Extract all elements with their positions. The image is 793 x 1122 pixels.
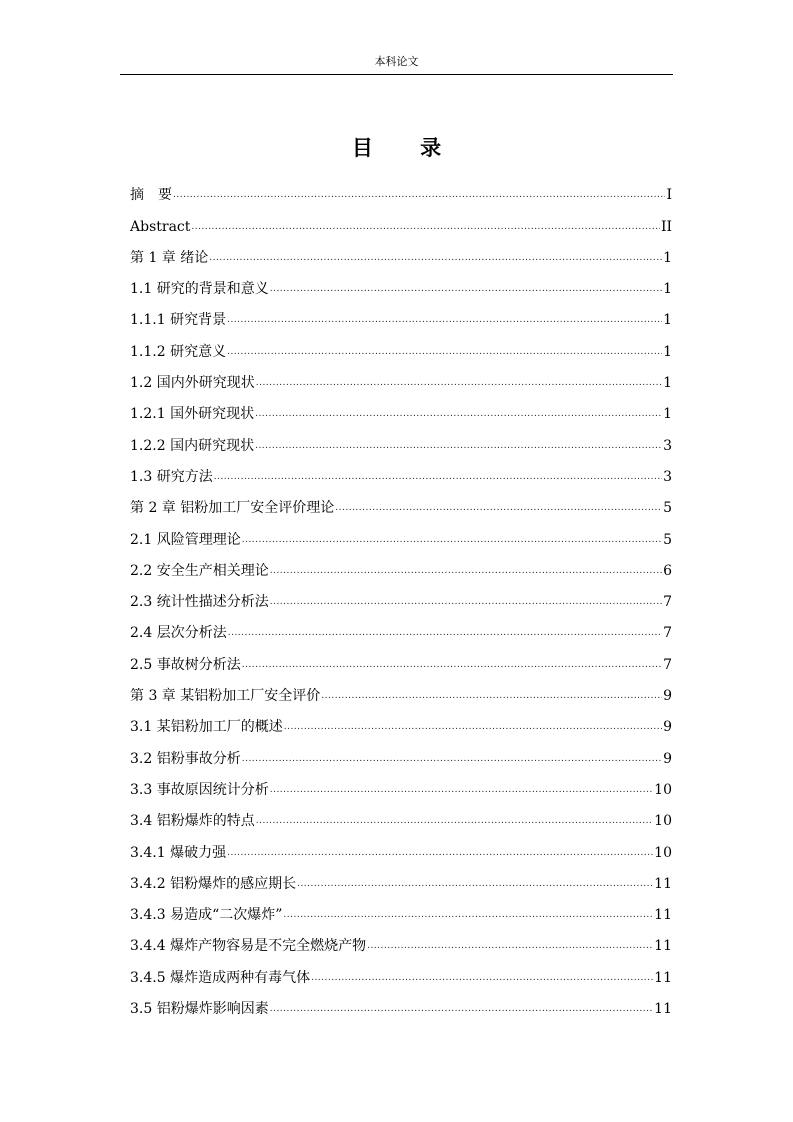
toc-entry[interactable]: [130, 237, 672, 268]
toc-page-number: 6: [663, 562, 672, 579]
toc-entry-text: 第 3 章 某铝粉加工厂安全评价: [130, 688, 321, 705]
toc-entry-text: 摘 要: [130, 187, 172, 204]
toc-page-number: 7: [663, 594, 672, 611]
toc-dot-leader: [270, 279, 662, 299]
toc-dot-leader: [173, 185, 665, 205]
toc-entry-text: 2.3 统计性描述分析法: [130, 594, 269, 611]
toc-page-number: 5: [663, 500, 672, 517]
toc-entry[interactable]: [130, 831, 672, 862]
toc-entry[interactable]: [130, 393, 672, 424]
toc-dot-leader: [256, 811, 653, 831]
toc-entry-text: 2.5 事故树分析法: [130, 656, 241, 673]
toc-page-number: 1: [663, 406, 672, 423]
toc-dot-leader: [321, 686, 662, 706]
toc-dot-leader: [255, 436, 662, 456]
toc-entry-text: 第 1 章 绪论: [130, 249, 209, 266]
page-title: 目 录: [351, 136, 462, 160]
toc-entry-text: 3.4.3 易造成“二次爆炸”: [130, 907, 283, 924]
toc-entry-text: 1.1.2 研究意义: [130, 343, 227, 360]
toc-dot-leader: [242, 749, 662, 769]
toc-dot-leader: [242, 530, 662, 550]
toc-dot-leader: [335, 498, 662, 518]
toc-entry[interactable]: [130, 205, 672, 236]
toc-dot-leader: [311, 968, 653, 988]
toc-dot-leader: [284, 717, 662, 737]
toc-entry-text: 2.1 风险管理理论: [130, 531, 241, 548]
toc-entry[interactable]: [130, 956, 672, 987]
toc-entry[interactable]: [130, 706, 672, 737]
toc-entry[interactable]: [130, 362, 672, 393]
toc-entry-text: 第 2 章 铝粉加工厂安全评价理论: [130, 500, 335, 517]
toc-entry[interactable]: [130, 330, 672, 361]
toc-entry[interactable]: [130, 550, 672, 581]
toc-dot-leader: [227, 342, 662, 362]
toc-dot-leader: [270, 592, 662, 612]
toc-page-number: 3: [663, 468, 672, 485]
toc-page-number: 1: [663, 375, 672, 392]
toc-entry[interactable]: [130, 174, 672, 205]
toc-dot-leader: [283, 905, 653, 925]
toc-dot-leader: [256, 373, 662, 393]
toc-entry-text: 1.3 研究方法: [130, 468, 213, 485]
toc-dot-leader: [270, 780, 653, 800]
toc-entry[interactable]: [130, 769, 672, 800]
toc-entry-text: Abstract: [130, 218, 191, 235]
toc-entry-text: 3.4 铝粉爆炸的特点: [130, 813, 255, 830]
toc-page-number: 1: [663, 312, 672, 329]
toc-entry-text: 1.2.1 国外研究现状: [130, 406, 255, 423]
toc-page-number: 11: [654, 875, 672, 892]
toc-dot-leader: [367, 936, 653, 956]
toc-dot-leader: [227, 843, 653, 863]
toc-entry[interactable]: [130, 581, 672, 612]
toc-entry[interactable]: [130, 643, 672, 674]
toc-entry-text: 1.2.2 国内研究现状: [130, 437, 255, 454]
toc-entry[interactable]: [130, 612, 672, 643]
toc-dot-leader: [255, 404, 662, 424]
toc-entry[interactable]: [130, 988, 672, 1019]
toc-dot-leader: [209, 248, 662, 268]
toc-entry[interactable]: [130, 894, 672, 925]
toc-dot-leader: [270, 561, 662, 581]
toc-page-number: 10: [654, 813, 672, 830]
toc-entry[interactable]: [130, 863, 672, 894]
toc-page-number: 1: [663, 343, 672, 360]
toc-dot-leader: [242, 655, 662, 675]
toc-entry-text: 3.4.1 爆破力强: [130, 844, 227, 861]
toc-entry-text: 1.1.1 研究背景: [130, 312, 227, 329]
toc-entry[interactable]: [130, 424, 672, 455]
toc-entry-text: 2.2 安全生产相关理论: [130, 562, 269, 579]
toc-page-number: 9: [663, 688, 672, 705]
toc-dot-leader: [228, 623, 662, 643]
toc-page-number: 1: [663, 249, 672, 266]
toc-dot-leader: [270, 999, 653, 1019]
toc-dot-leader: [297, 874, 653, 894]
toc-entry-text: 3.5 铝粉爆炸影响因素: [130, 1001, 269, 1018]
toc-entry-text: 3.4.2 铝粉爆炸的感应期长: [130, 875, 297, 892]
toc-page-number: 9: [663, 750, 672, 767]
toc-page-number: 10: [654, 844, 672, 861]
table-of-contents: [130, 174, 672, 1019]
toc-entry-text: 3.4.4 爆炸产物容易是不完全燃烧产物: [130, 938, 367, 955]
toc-page-number: 7: [663, 656, 672, 673]
toc-dot-leader: [227, 310, 662, 330]
toc-page-number: 11: [654, 907, 672, 924]
toc-entry[interactable]: [130, 518, 672, 549]
toc-entry[interactable]: [130, 456, 672, 487]
toc-entry[interactable]: [130, 800, 672, 831]
toc-page-number: 11: [654, 969, 672, 986]
toc-page-number: 5: [663, 531, 672, 548]
toc-page-number: 7: [663, 625, 672, 642]
header-text: 本科论文: [374, 55, 419, 68]
toc-entry-text: 3.4.5 爆炸造成两种有毒气体: [130, 969, 311, 986]
toc-entry[interactable]: [130, 925, 672, 956]
toc-page-number: I: [666, 187, 672, 204]
toc-page-number: 9: [663, 719, 672, 736]
toc-entry-text: 3.1 某铝粉加工厂的概述: [130, 719, 283, 736]
toc-entry-text: 1.1 研究的背景和意义: [130, 281, 269, 298]
page-header: [120, 56, 673, 75]
toc-page-number: II: [660, 218, 672, 235]
toc-entry[interactable]: [130, 487, 672, 518]
toc-page-number: 3: [663, 437, 672, 454]
toc-entry-text: 2.4 层次分析法: [130, 625, 227, 642]
toc-dot-leader: [214, 467, 662, 487]
toc-entry[interactable]: [130, 737, 672, 768]
toc-dot-leader: [191, 217, 660, 237]
toc-entry-text: 3.2 铝粉事故分析: [130, 750, 241, 767]
toc-entry[interactable]: [130, 675, 672, 706]
toc-page-number: 1: [663, 281, 672, 298]
toc-page-number: 11: [654, 1001, 672, 1018]
toc-entry[interactable]: [130, 299, 672, 330]
toc-entry-text: 1.2 国内外研究现状: [130, 375, 255, 392]
toc-page-number: 10: [654, 781, 672, 798]
toc-page-number: 11: [654, 938, 672, 955]
toc-entry[interactable]: [130, 268, 672, 299]
toc-entry-text: 3.3 事故原因统计分析: [130, 781, 269, 798]
